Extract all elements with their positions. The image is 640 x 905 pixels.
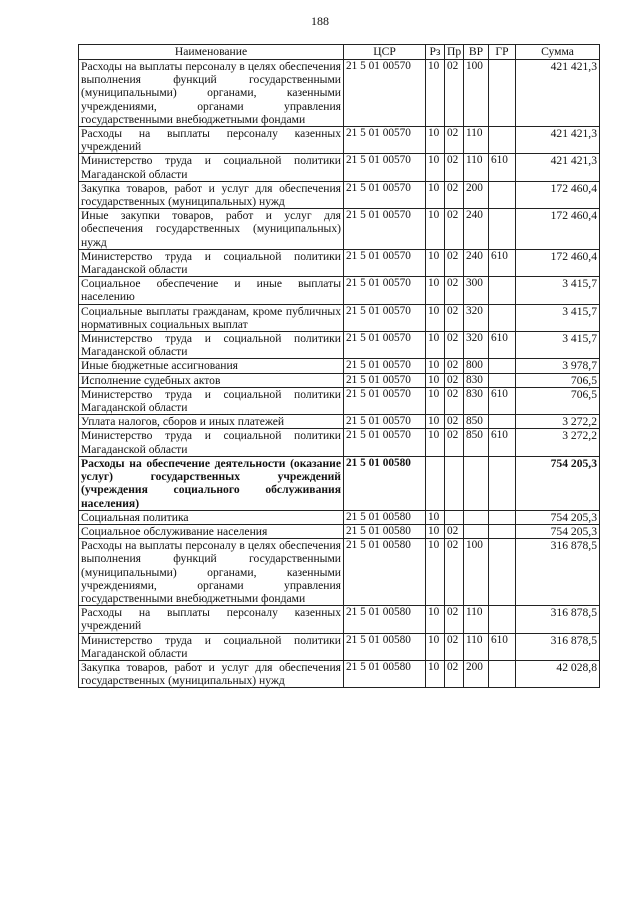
row-pr: 02 bbox=[445, 606, 464, 633]
table-row bbox=[79, 373, 600, 387]
row-sum: 316 878,5 bbox=[516, 606, 600, 633]
row-pr bbox=[445, 456, 464, 510]
row-name: Уплата налогов, сборов и иных платежей bbox=[79, 415, 344, 429]
row-gr: 610 bbox=[489, 249, 516, 276]
table-row bbox=[79, 359, 600, 373]
row-pr: 02 bbox=[445, 304, 464, 331]
table-row bbox=[79, 304, 600, 331]
row-csr: 21 5 01 00570 bbox=[344, 387, 426, 414]
row-vr: 110 bbox=[464, 606, 489, 633]
row-vr: 100 bbox=[464, 539, 489, 606]
row-gr bbox=[489, 415, 516, 429]
row-gr: 610 bbox=[489, 429, 516, 456]
row-sum: 754 205,3 bbox=[516, 510, 600, 524]
row-sum: 3 978,7 bbox=[516, 359, 600, 373]
row-rz: 10 bbox=[426, 359, 445, 373]
row-name: Закупка товаров, работ и услуг для обеспечения государственных (муниципальных) нужд bbox=[79, 660, 344, 687]
row-vr: 800 bbox=[464, 359, 489, 373]
row-gr: 610 bbox=[489, 633, 516, 660]
row-sum: 706,5 bbox=[516, 373, 600, 387]
row-name: Иные закупки товаров, работ и услуг для обеспечения государственных (муниципальных) нужд bbox=[79, 209, 344, 250]
row-rz: 10 bbox=[426, 209, 445, 250]
table-row bbox=[79, 277, 600, 304]
row-vr: 320 bbox=[464, 304, 489, 331]
row-vr: 240 bbox=[464, 249, 489, 276]
table-row bbox=[79, 249, 600, 276]
row-csr: 21 5 01 00570 bbox=[344, 277, 426, 304]
row-name: Социальные выплаты гражданам, кроме публичных нормативных социальных выплат bbox=[79, 304, 344, 331]
page-number: 188 bbox=[311, 14, 329, 28]
row-gr bbox=[489, 127, 516, 154]
row-rz: 10 bbox=[426, 304, 445, 331]
row-csr: 21 5 01 00580 bbox=[344, 524, 426, 538]
row-gr bbox=[489, 524, 516, 538]
row-pr: 02 bbox=[445, 332, 464, 359]
row-pr: 02 bbox=[445, 660, 464, 687]
table-header-row bbox=[79, 45, 600, 60]
header-gr: ГР bbox=[489, 45, 516, 60]
row-csr: 21 5 01 00570 bbox=[344, 415, 426, 429]
table-row bbox=[79, 415, 600, 429]
table-row bbox=[79, 154, 600, 181]
row-vr: 200 bbox=[464, 181, 489, 208]
row-vr: 300 bbox=[464, 277, 489, 304]
row-gr: 610 bbox=[489, 332, 516, 359]
row-name: Расходы на выплаты персоналу казенных учреждений bbox=[79, 127, 344, 154]
row-sum: 421 421,3 bbox=[516, 60, 600, 127]
row-vr: 830 bbox=[464, 387, 489, 414]
row-vr: 100 bbox=[464, 60, 489, 127]
row-name: Министерство труда и социальной политики Магаданской области bbox=[79, 332, 344, 359]
row-pr: 02 bbox=[445, 249, 464, 276]
row-gr bbox=[489, 373, 516, 387]
table-row bbox=[79, 660, 600, 687]
row-gr: 610 bbox=[489, 387, 516, 414]
row-sum: 316 878,5 bbox=[516, 539, 600, 606]
row-sum: 3 415,7 bbox=[516, 304, 600, 331]
row-name: Расходы на выплаты персоналу казенных учреждений bbox=[79, 606, 344, 633]
row-rz: 10 bbox=[426, 660, 445, 687]
row-gr bbox=[489, 456, 516, 510]
table-row bbox=[79, 510, 600, 524]
row-rz: 10 bbox=[426, 373, 445, 387]
header-name: Наименование bbox=[79, 45, 344, 60]
budget-table bbox=[78, 44, 600, 688]
row-rz bbox=[426, 456, 445, 510]
row-pr: 02 bbox=[445, 359, 464, 373]
row-gr bbox=[489, 60, 516, 127]
row-rz: 10 bbox=[426, 524, 445, 538]
row-csr: 21 5 01 00570 bbox=[344, 373, 426, 387]
row-csr: 21 5 01 00570 bbox=[344, 127, 426, 154]
table-row bbox=[79, 456, 600, 510]
row-vr: 110 bbox=[464, 154, 489, 181]
row-sum: 754 205,3 bbox=[516, 456, 600, 510]
row-rz: 10 bbox=[426, 387, 445, 414]
row-gr bbox=[489, 181, 516, 208]
row-vr: 320 bbox=[464, 332, 489, 359]
row-name: Социальное обслуживание населения bbox=[79, 524, 344, 538]
row-rz: 10 bbox=[426, 60, 445, 127]
row-csr: 21 5 01 00580 bbox=[344, 633, 426, 660]
row-sum: 172 460,4 bbox=[516, 209, 600, 250]
header-rz: Рз bbox=[426, 45, 445, 60]
row-sum: 754 205,3 bbox=[516, 524, 600, 538]
row-name: Расходы на выплаты персоналу в целях обеспечения выполнения функций государственными (муниципальными) органами, казенными учреждениями, органами управления государственными внебюджетными фондами bbox=[79, 539, 344, 606]
table-row bbox=[79, 60, 600, 127]
row-sum: 3 415,7 bbox=[516, 332, 600, 359]
row-vr: 850 bbox=[464, 415, 489, 429]
row-pr: 02 bbox=[445, 277, 464, 304]
row-pr: 02 bbox=[445, 539, 464, 606]
row-gr bbox=[489, 539, 516, 606]
row-name: Министерство труда и социальной политики Магаданской области bbox=[79, 154, 344, 181]
row-pr: 02 bbox=[445, 154, 464, 181]
row-sum: 421 421,3 bbox=[516, 127, 600, 154]
row-name: Социальная политика bbox=[79, 510, 344, 524]
row-gr bbox=[489, 660, 516, 687]
row-sum: 421 421,3 bbox=[516, 154, 600, 181]
row-gr bbox=[489, 510, 516, 524]
row-csr: 21 5 01 00570 bbox=[344, 60, 426, 127]
row-vr: 200 bbox=[464, 660, 489, 687]
row-sum: 172 460,4 bbox=[516, 249, 600, 276]
row-pr: 02 bbox=[445, 633, 464, 660]
row-rz: 10 bbox=[426, 332, 445, 359]
row-pr: 02 bbox=[445, 415, 464, 429]
header-csr: ЦСР bbox=[344, 45, 426, 60]
table-row bbox=[79, 539, 600, 606]
row-rz: 10 bbox=[426, 429, 445, 456]
row-sum: 172 460,4 bbox=[516, 181, 600, 208]
row-csr: 21 5 01 00570 bbox=[344, 181, 426, 208]
row-rz: 10 bbox=[426, 181, 445, 208]
row-sum: 42 028,8 bbox=[516, 660, 600, 687]
row-rz: 10 bbox=[426, 415, 445, 429]
row-gr bbox=[489, 277, 516, 304]
row-vr bbox=[464, 524, 489, 538]
row-csr: 21 5 01 00570 bbox=[344, 249, 426, 276]
row-pr: 02 bbox=[445, 429, 464, 456]
row-name: Закупка товаров, работ и услуг для обеспечения государственных (муниципальных) нужд bbox=[79, 181, 344, 208]
row-pr: 02 bbox=[445, 181, 464, 208]
row-rz: 10 bbox=[426, 510, 445, 524]
table-row bbox=[79, 332, 600, 359]
row-csr: 21 5 01 00580 bbox=[344, 539, 426, 606]
row-name: Социальное обеспечение и иные выплаты населению bbox=[79, 277, 344, 304]
row-rz: 10 bbox=[426, 154, 445, 181]
row-csr: 21 5 01 00580 bbox=[344, 456, 426, 510]
row-csr: 21 5 01 00580 bbox=[344, 660, 426, 687]
row-rz: 10 bbox=[426, 539, 445, 606]
row-gr bbox=[489, 209, 516, 250]
row-pr: 02 bbox=[445, 127, 464, 154]
row-csr: 21 5 01 00570 bbox=[344, 209, 426, 250]
row-sum: 316 878,5 bbox=[516, 633, 600, 660]
row-rz: 10 bbox=[426, 249, 445, 276]
row-name: Министерство труда и социальной политики Магаданской области bbox=[79, 249, 344, 276]
table-row bbox=[79, 181, 600, 208]
row-csr: 21 5 01 00570 bbox=[344, 304, 426, 331]
table-row bbox=[79, 633, 600, 660]
row-rz: 10 bbox=[426, 127, 445, 154]
header-vr: ВР bbox=[464, 45, 489, 60]
row-csr: 21 5 01 00580 bbox=[344, 510, 426, 524]
row-gr bbox=[489, 606, 516, 633]
row-vr: 240 bbox=[464, 209, 489, 250]
row-rz: 10 bbox=[426, 606, 445, 633]
row-vr: 110 bbox=[464, 633, 489, 660]
table-row bbox=[79, 429, 600, 456]
row-rz: 10 bbox=[426, 277, 445, 304]
row-pr: 02 bbox=[445, 524, 464, 538]
row-vr: 830 bbox=[464, 373, 489, 387]
row-name: Расходы на выплаты персоналу в целях обеспечения выполнения функций государственными (муниципальными) органами, казенными учреждениями, органами управления государственными внебюджетными фондами bbox=[79, 60, 344, 127]
row-sum: 3 272,2 bbox=[516, 415, 600, 429]
row-pr: 02 bbox=[445, 373, 464, 387]
row-name: Расходы на обеспечение деятельности (оказание услуг) государственных учреждений (учреждения социального обслуживания населения) bbox=[79, 456, 344, 510]
row-name: Министерство труда и социальной политики Магаданской области bbox=[79, 633, 344, 660]
table-row bbox=[79, 127, 600, 154]
row-vr bbox=[464, 456, 489, 510]
row-pr: 02 bbox=[445, 209, 464, 250]
row-name: Исполнение судебных актов bbox=[79, 373, 344, 387]
row-name: Министерство труда и социальной политики Магаданской области bbox=[79, 429, 344, 456]
row-vr: 850 bbox=[464, 429, 489, 456]
row-name: Министерство труда и социальной политики Магаданской области bbox=[79, 387, 344, 414]
row-gr: 610 bbox=[489, 154, 516, 181]
row-name: Иные бюджетные ассигнования bbox=[79, 359, 344, 373]
row-gr bbox=[489, 304, 516, 331]
table-row bbox=[79, 209, 600, 250]
row-sum: 706,5 bbox=[516, 387, 600, 414]
header-sum: Сумма bbox=[516, 45, 600, 60]
row-pr: 02 bbox=[445, 60, 464, 127]
row-gr bbox=[489, 359, 516, 373]
header-pr: Пр bbox=[445, 45, 464, 60]
row-csr: 21 5 01 00570 bbox=[344, 154, 426, 181]
table-row bbox=[79, 606, 600, 633]
row-vr bbox=[464, 510, 489, 524]
row-pr bbox=[445, 510, 464, 524]
row-csr: 21 5 01 00570 bbox=[344, 429, 426, 456]
row-csr: 21 5 01 00580 bbox=[344, 606, 426, 633]
row-csr: 21 5 01 00570 bbox=[344, 332, 426, 359]
row-csr: 21 5 01 00570 bbox=[344, 359, 426, 373]
table-row bbox=[79, 524, 600, 538]
table-row bbox=[79, 387, 600, 414]
row-pr: 02 bbox=[445, 387, 464, 414]
row-sum: 3 272,2 bbox=[516, 429, 600, 456]
row-rz: 10 bbox=[426, 633, 445, 660]
row-vr: 110 bbox=[464, 127, 489, 154]
row-sum: 3 415,7 bbox=[516, 277, 600, 304]
